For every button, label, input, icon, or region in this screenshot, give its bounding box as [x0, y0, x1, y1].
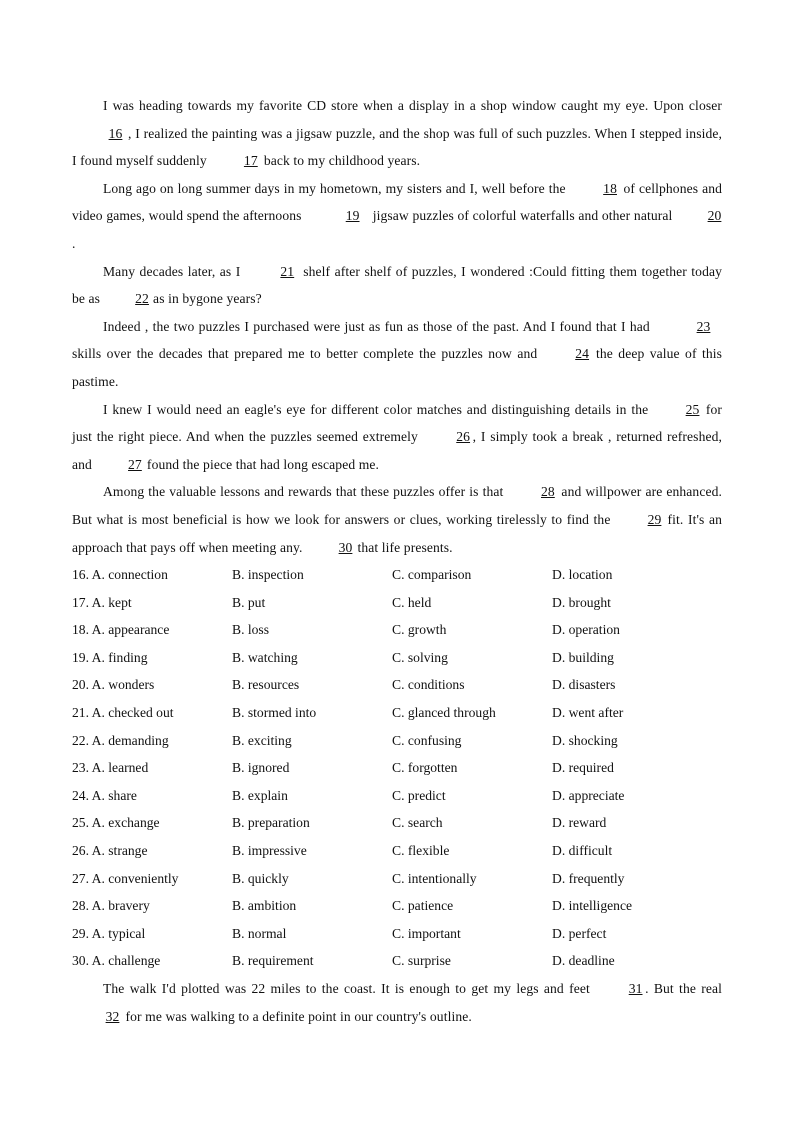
paragraph-text: that life presents. — [354, 539, 453, 555]
option-c: C. solving — [392, 649, 448, 665]
option-d: D. reward — [552, 815, 607, 831]
option-d: D. deadline — [552, 953, 615, 969]
blank-32: 32 — [105, 1008, 120, 1024]
option-c: C. held — [392, 594, 432, 610]
option-b: B. impressive — [232, 843, 307, 859]
option-row — [72, 616, 722, 644]
paragraph-text: and willpower are enhanced. But what is most beneficial is how we look for answers or clues, working tirelessly to find the — [72, 484, 722, 527]
blank-28: 28 — [541, 484, 555, 500]
paragraph-7 — [72, 975, 722, 1030]
option-c: C. surprise — [392, 953, 451, 969]
blank-24: 24 — [575, 346, 590, 362]
blank-29: 29 — [647, 511, 662, 527]
option-d: D. required — [552, 760, 614, 776]
option-d: D. shocking — [552, 732, 618, 748]
paragraph-text: , I realized the painting was a jigsaw puzzle, and the shop was full of such puzzles. When I stepped inside, I found myself suddenly — [72, 125, 722, 169]
blank-27: 27 — [128, 456, 142, 472]
option-a: 29. A. typical — [72, 925, 146, 941]
option-row — [72, 920, 722, 948]
option-a: 25. A. exchange — [72, 815, 160, 831]
paragraph-text: . But the real — [645, 981, 722, 996]
blank-26: 26 — [456, 429, 471, 445]
option-a: 18. A. appearance — [72, 622, 170, 638]
option-c: C. important — [392, 925, 461, 941]
paragraph-text: , I simply took a break , returned refreshed, and — [72, 429, 722, 472]
option-b: B. ignored — [232, 760, 290, 776]
option-a: 26. A. strange — [72, 843, 148, 859]
blank-23: 23 — [696, 318, 711, 334]
paragraph-text: I knew I would need an eagle's eye for different color matches and distinguishing details in the — [103, 401, 654, 417]
option-d: D. intelligence — [552, 898, 633, 914]
option-b: B. put — [232, 594, 266, 610]
option-b: B. watching — [232, 649, 298, 665]
blank-31: 31 — [628, 981, 643, 996]
option-c: C. intentionally — [392, 870, 477, 886]
option-b: B. quickly — [232, 870, 289, 886]
paragraph-text: of cellphones and video games, would spend the afternoons — [72, 180, 722, 224]
blank-18: 18 — [603, 180, 617, 196]
option-row — [72, 782, 722, 810]
paragraph-text: skills over the decades that prepared me to better complete the puzzles now and — [72, 346, 543, 362]
blank-19: 19 — [345, 208, 360, 224]
option-row — [72, 671, 722, 699]
option-a: 24. A. share — [72, 787, 137, 803]
cloze-passage-1 — [72, 92, 722, 561]
option-row — [72, 561, 722, 589]
paragraph-text: . — [72, 235, 76, 251]
option-b: B. stormed into — [232, 705, 317, 721]
option-d: D. operation — [552, 622, 620, 638]
paragraph-text: jigsaw puzzles of colorful waterfalls and other natural — [369, 208, 676, 224]
option-row — [72, 947, 722, 975]
paragraph-text: Long ago on long summer days in my hometown, my sisters and I, well before the — [103, 180, 570, 196]
option-d: D. building — [552, 649, 614, 665]
option-c: C. confusing — [392, 732, 462, 748]
option-d: D. appreciate — [552, 787, 625, 803]
option-b: B. explain — [232, 787, 288, 803]
paragraph-text: Indeed , the two puzzles I purchased were just as fun as those of the past. And I found that I had — [103, 318, 654, 334]
cloze-passage-2 — [72, 975, 722, 1030]
option-d: D. brought — [552, 594, 611, 610]
option-c: C. growth — [392, 622, 447, 638]
paragraph-text: fit. It's an approach that pays off when meeting any. — [72, 511, 722, 555]
paragraph-4 — [72, 313, 722, 396]
option-b: B. normal — [232, 925, 287, 941]
blank-17: 17 — [243, 153, 258, 169]
option-d: D. disasters — [552, 677, 616, 693]
paragraph-text: back to my childhood years. — [260, 153, 421, 169]
option-d: D. difficult — [552, 843, 613, 859]
option-b: B. ambition — [232, 898, 297, 914]
option-a: 16. A. connection — [72, 567, 168, 583]
option-row — [72, 589, 722, 617]
answer-options-list — [72, 561, 722, 975]
blank-25: 25 — [685, 401, 700, 417]
option-row — [72, 892, 722, 920]
paragraph-text: Among the valuable lessons and rewards that these puzzles offer is that — [103, 484, 508, 500]
option-b: B. requirement — [232, 953, 314, 969]
option-d: D. frequently — [552, 870, 625, 886]
blank-21: 21 — [280, 263, 295, 279]
paragraph-text: I was heading towards my favorite CD store when a display in a shop window caught my eye. Upon closer — [103, 98, 722, 113]
blank-22: 22 — [135, 291, 149, 307]
paragraph-text: The walk I'd plotted was 22 miles to the coast. It is enough to get my legs and feet — [103, 981, 596, 996]
option-c: C. glanced through — [392, 705, 496, 721]
paragraph-2 — [72, 175, 722, 258]
option-c: C. comparison — [392, 567, 472, 583]
paragraph-6 — [72, 478, 722, 561]
blank-20: 20 — [707, 208, 722, 224]
paragraph-5 — [72, 396, 722, 479]
paragraph-text: the deep value of this pastime. — [72, 346, 722, 389]
option-row — [72, 699, 722, 727]
option-b: B. resources — [232, 677, 300, 693]
option-a: 17. A. kept — [72, 594, 132, 610]
option-a: 19. A. finding — [72, 649, 148, 665]
option-c: C. predict — [392, 787, 446, 803]
option-a: 23. A. learned — [72, 760, 149, 776]
paragraph-text: for just the right piece. And when the puzzles seemed extremely — [72, 401, 722, 445]
option-c: C. search — [392, 815, 443, 831]
exam-page — [72, 92, 722, 1030]
option-b: B. preparation — [232, 815, 310, 831]
blank-16: 16 — [108, 125, 123, 141]
option-b: B. inspection — [232, 567, 304, 583]
option-row — [72, 865, 722, 893]
option-a: 21. A. checked out — [72, 705, 174, 721]
option-row — [72, 809, 722, 837]
option-a: 27. A. conveniently — [72, 870, 179, 886]
option-b: B. loss — [232, 622, 270, 638]
blank-30: 30 — [338, 539, 353, 555]
paragraph-text: for me was walking to a definite point in our country's outline. — [122, 1008, 472, 1024]
paragraph-3 — [72, 258, 722, 313]
paragraph-text: shelf after shelf of puzzles, I wondered :Could fitting them together today be as — [72, 263, 722, 307]
option-row — [72, 837, 722, 865]
option-row — [72, 727, 722, 755]
option-row — [72, 644, 722, 672]
option-c: C. conditions — [392, 677, 465, 693]
option-d: D. location — [552, 567, 613, 583]
option-d: D. perfect — [552, 925, 607, 941]
paragraph-text: as in bygone years? — [149, 291, 262, 307]
option-a: 20. A. wonders — [72, 677, 155, 693]
paragraph-1 — [72, 92, 722, 175]
option-a: 22. A. demanding — [72, 732, 169, 748]
option-c: C. flexible — [392, 843, 450, 859]
option-a: 28. A. bravery — [72, 898, 150, 914]
paragraph-text: found the piece that had long escaped me. — [143, 456, 380, 472]
option-a: 30. A. challenge — [72, 953, 161, 969]
paragraph-text: Many decades later, as I — [103, 263, 245, 279]
option-c: C. patience — [392, 898, 454, 914]
option-row — [72, 754, 722, 782]
option-d: D. went after — [552, 705, 624, 721]
option-b: B. exciting — [232, 732, 292, 748]
option-c: C. forgotten — [392, 760, 458, 776]
